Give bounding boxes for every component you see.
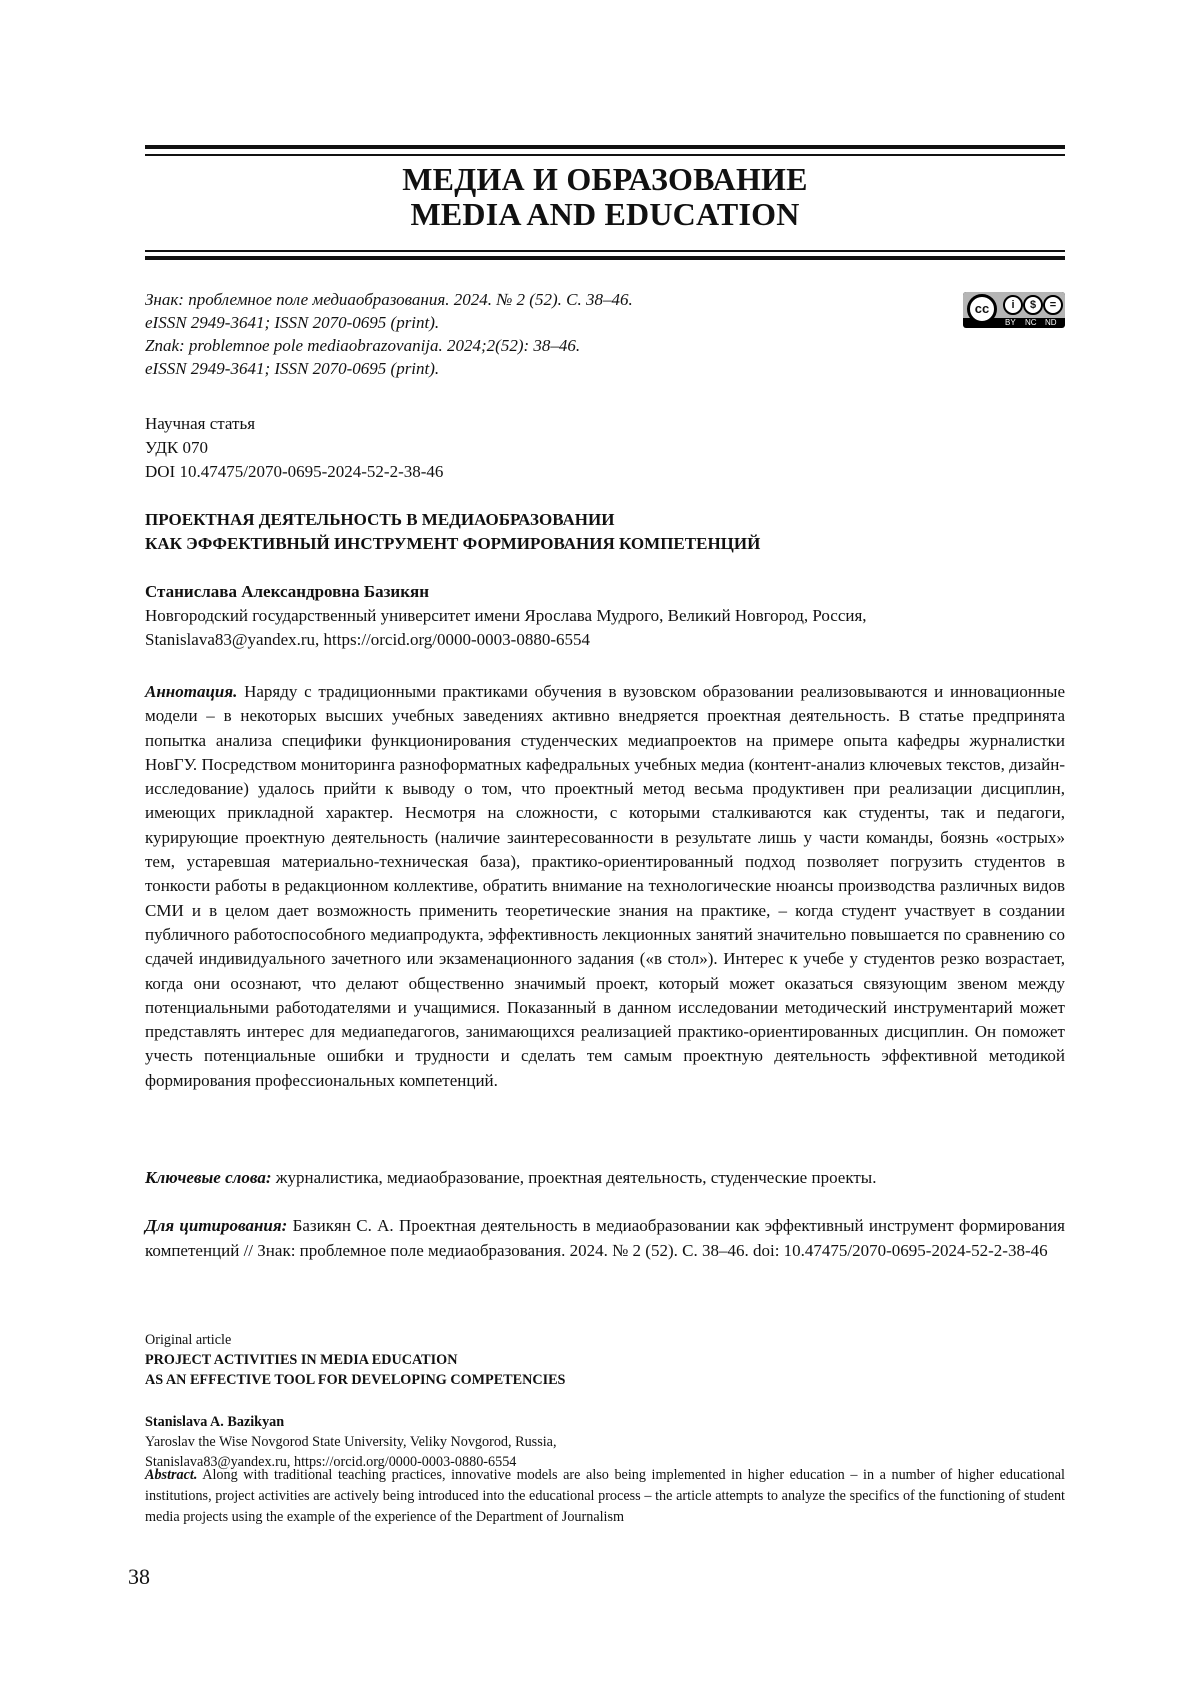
english-title-line: AS AN EFFECTIVE TOOL FOR DEVELOPING COMPETENCIES	[145, 1372, 566, 1388]
english-contacts: Stanislava83@yandex.ru, https://orcid.org/0000-0003-0880-6554	[145, 1454, 517, 1470]
header-rule-bottom-thin	[145, 250, 1065, 252]
article-meta	[145, 412, 443, 484]
keywords-text: журналистика, медиаобразование, проектная деятельность, студенческие проекты.	[275, 1168, 877, 1187]
doi: DOI 10.47475/2070-0695-2024-52-2-38-46	[145, 462, 444, 481]
english-abstract	[145, 1465, 1065, 1528]
udk-code: УДК 070	[145, 438, 209, 457]
cc-license-badge[interactable]	[963, 292, 1065, 328]
header-rule-top-thick	[145, 145, 1065, 149]
english-affiliation: Yaroslav the Wise Novgorod State University, Veliky Novgorod, Russia,	[145, 1434, 557, 1450]
header-rule-bottom-thick	[145, 256, 1065, 260]
article-title-line: ПРОЕКТНАЯ ДЕЯТЕЛЬНОСТЬ В МЕДИАОБРАЗОВАНИИ	[145, 510, 615, 529]
article-title-ru	[145, 508, 1065, 556]
page-number: 38	[128, 1564, 150, 1589]
english-abstract-label: Abstract.	[145, 1467, 198, 1483]
journal-title-en: MEDIA AND EDUCATION	[410, 196, 800, 232]
abstract-ru	[145, 680, 1065, 1093]
cite-text: Базикян С. А. Проектная деятельность в медиаобразовании как эффективный инструмент формирования компетенций // Знак: проблемное поле медиаобразования. 2024. № 2 (52). С. 38–46. doi: 10.47475/2070-0695-2024-52-2-38-46	[145, 1216, 1065, 1260]
author-contacts: Stanislava83@yandex.ru, https://orcid.org/0000-0003-0880-6554	[145, 630, 591, 649]
author-affiliation: Новгородский государственный университет имени Ярослава Мудрого, Великий Новгород, Россия,	[145, 606, 867, 625]
how-to-cite-ru	[145, 1214, 1065, 1263]
citation-line: eISSN 2949-3641; ISSN 2070-0695 (print).	[145, 313, 440, 332]
article-title-line: КАК ЭФФЕКТИВНЫЙ ИНСТРУМЕНТ ФОРМИРОВАНИЯ КОМПЕТЕНЦИЙ	[145, 534, 761, 553]
abstract-label: Аннотация.	[145, 682, 238, 701]
author-name: Станислава Александровна Базикян	[145, 582, 430, 601]
abstract-text: Наряду с традиционными практиками обучения в вузовском образовании реализовываются и инновационные модели – в некоторых высших учебных заведениях активно внедряется проектная деятельность. В статье предпринята попытка анализа специфики функционирования студенческих медиапроектов на примере опыта кафедры журналистки НовГУ. Посредством мониторинга разноформатных кафедральных учебных медиа (контент-анализ ключевых текстов, дизайн-исследование) удалось прийти к выводу о том, что проектный метод весьма продуктивен при реализации дисциплин, имеющих прикладной характер. Несмотря на сложности, с которыми сталкиваются как студенты, так и педагоги, курирующие проектную деятельность (наличие заинтересованности в результате лишь у части команды, боязнь «острых» тем, устаревшая материально-техническая база), практико-ориентированный подход позволяет погрузить студентов в тонкости работы в редакционном коллективе, обратить внимание на технологические нюансы производства различных видов СМИ и в целом дает возможность применить теоретические знания на практике, – когда студент участвует в создании публичного работоспособного медиапродукта, эффективность лекционных занятий значительно повышается по сравнению со сдачей индивидуального зачетного или экзаменационного задания («в стол»). Интерес к учебе у студентов резко возрастает, когда они осознают, что делают общественно значимый проект, который может оказаться связующим звеном между потенциальными работодателями и учащимися. Показанный в данном исследовании методический инструментарий может представлять интерес для медиапедагогов, занимающихся реализацией практико-ориентированных дисциплин. Он поможет учесть потенциальные ошибки и трудности и сделать тем самым проектную деятельность эффективной методикой формирования профессиональных компетенций.	[145, 682, 1066, 1090]
license-label-nc: NC	[1025, 318, 1037, 327]
author-block-ru	[145, 580, 1065, 652]
license-label-nd: ND	[1045, 318, 1057, 327]
english-header	[145, 1330, 1065, 1390]
english-title-line: PROJECT ACTIVITIES IN MEDIA EDUCATION	[145, 1352, 458, 1368]
journal-citation	[145, 288, 905, 380]
cc-icon: cc	[967, 294, 997, 324]
citation-line: Знак: проблемное поле медиаобразования. 2024. № 2 (52). С. 38–46.	[145, 290, 633, 309]
citation-line: Znak: problemnoe pole mediaobrazovanija. 2024;2(52): 38–46.	[145, 336, 581, 355]
english-abstract-text: Along with traditional teaching practices, innovative models are also being implemented in higher education – in a number of higher educational institutions, project activities are actively being introduced into the educational process – the article attempts to analyze the specifics of the functioning of student media projects using the example of the experience of the Department of Journalism	[145, 1467, 1066, 1525]
noderivatives-icon: =	[1043, 295, 1063, 315]
citation-line: eISSN 2949-3641; ISSN 2070-0695 (print).	[145, 359, 440, 378]
cite-label: Для цитирования:	[145, 1216, 288, 1235]
noncommercial-icon: $	[1023, 295, 1043, 315]
english-article-type: Original article	[145, 1332, 232, 1348]
english-author-block	[145, 1412, 1065, 1472]
keywords-ru	[145, 1166, 1065, 1190]
license-label-by: BY	[1005, 318, 1016, 327]
attribution-icon: i	[1003, 295, 1023, 315]
header-rule-top-thin	[145, 154, 1065, 156]
journal-title-ru: МЕДИА И ОБРАЗОВАНИЕ	[402, 161, 808, 197]
english-author-name: Stanislava A. Bazikyan	[145, 1414, 285, 1430]
article-type: Научная статья	[145, 414, 256, 433]
keywords-label: Ключевые слова:	[145, 1168, 272, 1187]
journal-title	[145, 162, 1065, 232]
